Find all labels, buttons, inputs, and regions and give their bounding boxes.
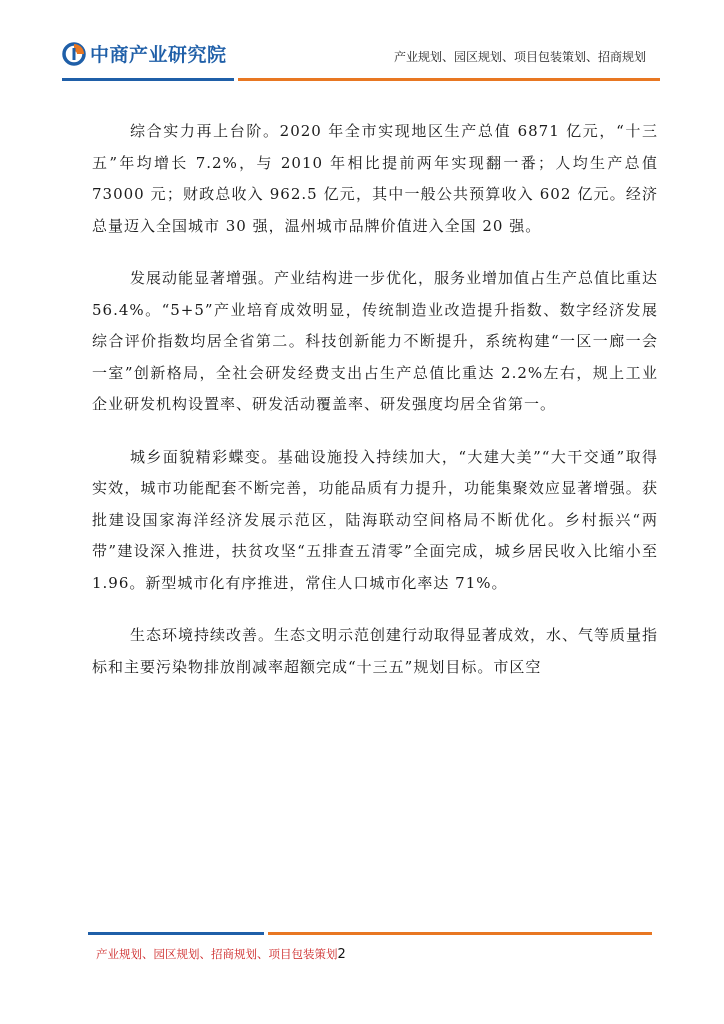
paragraph-overall-strength: 综合实力再上台阶。2020 年全市实现地区生产总值 6871 亿元，“十三五”年均增长 7.2%，与 2010 年相比提前两年实现翻一番；人均生产总值 73000 元；财政总收入 962.5 亿元，其中一般公共预算收入 602 亿元。经济总量迈入全国城市 30 强，温州城市品牌价值进入全国 20 强。 (92, 122, 658, 235)
logo-icon (62, 42, 86, 66)
footer-divider-blue (88, 932, 264, 935)
footer-divider-orange (268, 932, 652, 935)
paragraph-ecology: 生态环境持续改善。生态文明示范创建行动取得显著成效，水、气等质量指标和主要污染物排放削减率超额完成“十三五”规划目标。市区空 (92, 626, 659, 676)
page-footer (96, 946, 346, 962)
paragraph-development-momentum: 发展动能显著增强。产业结构进一步优化，服务业增加值占生产总值比重达 56.4%。“5+5”产业培育成效明显，传统制造业改造提升指数、数字经济发展综合评价指数均居全省第二。科技创新能力不断提升，系统构建“一区一廊一会一室”创新格局，全社会研发经费支出占生产总值比重达 2.2%左右，规上工业企业研发机构设置率、研发活动覆盖率、研发强度均居全省第一。 (92, 269, 659, 413)
page-header (0, 0, 724, 90)
header-tagline: 产业规划、园区规划、项目包装策划、招商规划 (393, 50, 646, 64)
company-logo (62, 40, 227, 67)
page-number: 2 (337, 947, 346, 962)
logo-text: 中商产业研究院 (90, 44, 227, 66)
paragraph-urban-rural: 城乡面貌精彩蝶变。基础设施投入持续加大，“大建大美”“大干交通”取得实效，城市功能配套不断完善，功能品质有力提升，功能集聚效应显著增强。获批建设国家海洋经济发展示范区，陆海联动空间格局不断优化。乡村振兴“两带”建设深入推进，扶贫攻坚“五排查五清零”全面完成，城乡居民收入比缩小至 1.96。新型城市化有序推进，常住人口城市化率达 71%。 (92, 447, 658, 592)
document-body (92, 116, 658, 704)
footer-tagline: 产业规划、园区规划、招商规划、项目包装策划 (96, 947, 338, 961)
header-divider-orange (238, 78, 660, 81)
header-divider-blue (62, 78, 234, 81)
